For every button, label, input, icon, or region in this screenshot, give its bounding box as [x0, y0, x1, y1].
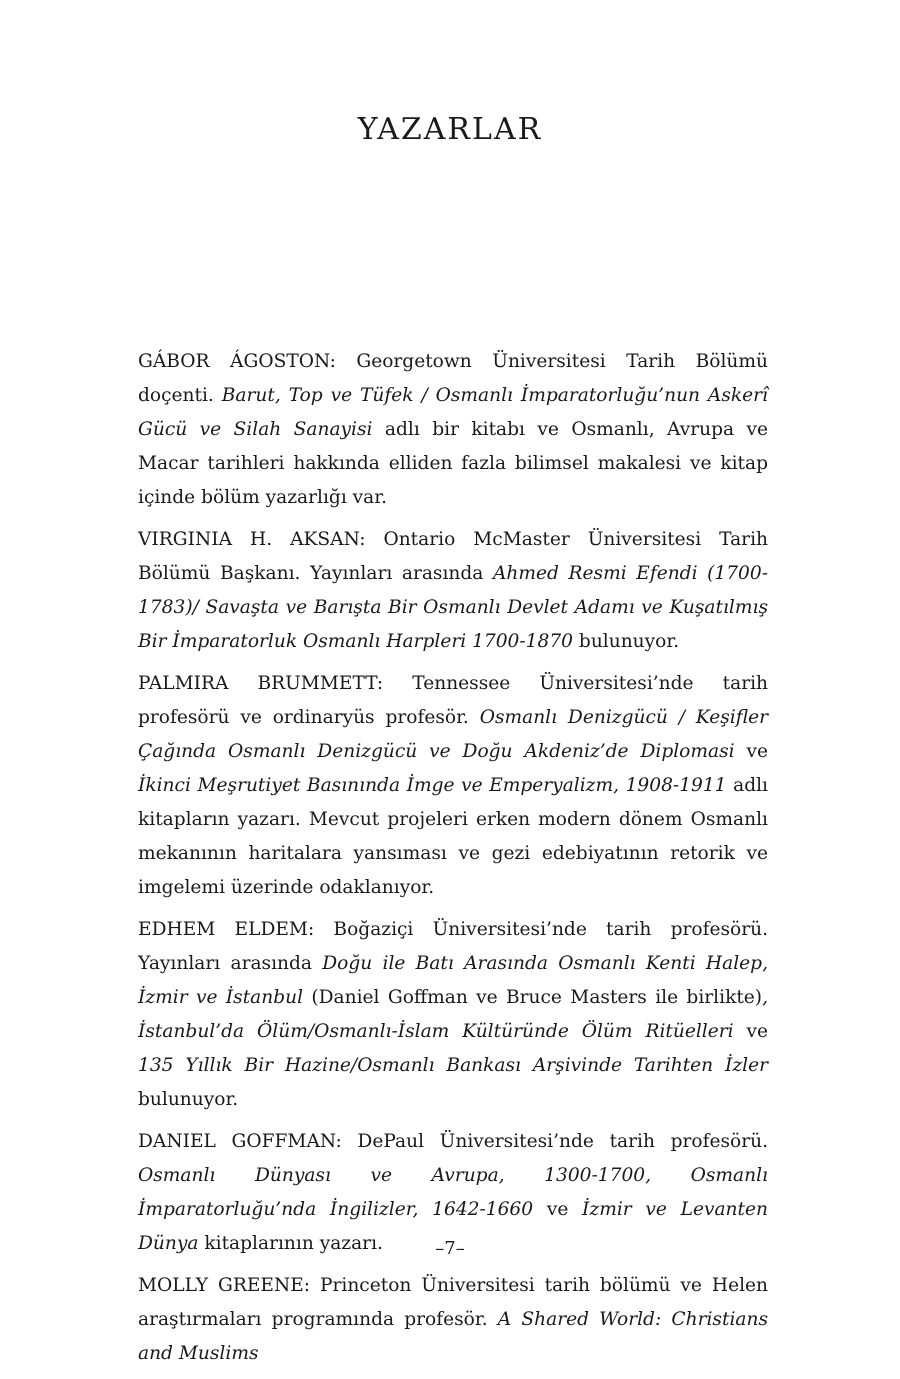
book-title: Osmanlı Dünyası ve Avrupa, 1300-1700, Osmanlı İmparatorluğu’nda İngilizler, 1642-1660 [138, 1165, 768, 1220]
entry-text: bulunuyor. [573, 631, 680, 652]
book-title: Ahmed Resmi Efendi (1700-1783)/ Savaşta ve Barışta Bir Osmanlı Devlet Adamı ve Kuşatılmış Bir İmparatorluk Osmanlı Harpleri 1700-1870 [138, 563, 768, 652]
book-title: , İstanbul’da Ölüm/Osmanlı-İslam Kültüründe Ölüm Ritüelleri [138, 987, 768, 1042]
entry-text: GÁBOR ÁGOSTON: Georgetown Üniversitesi Tarih Bölümü doçenti. [138, 351, 768, 406]
book-title: İzmir ve Levanten Dünya [138, 1199, 768, 1254]
entry-text: bulunuyor. [138, 1089, 239, 1110]
book-title: A Shared World: Christians and Muslims [138, 1309, 768, 1364]
entry-text: ve [733, 1021, 768, 1042]
entry-text: adlı bir kitabı ve Osmanlı, Avrupa ve Macar tarihleri hakkında elliden fazla bilimsel makalesi ve kitap içinde bölüm yazarlığı var. [138, 419, 768, 508]
entry-text: VIRGINIA H. AKSAN: Ontario McMaster Üniversitesi Tarih Bölümü Başkanı. Yayınları arasında [138, 529, 768, 584]
author-list [138, 345, 768, 1379]
entry-text: PALMIRA BRUMMETT: Tennessee Üniversitesi’nde tarih profesörü ve ordinaryüs profesör. [138, 673, 768, 728]
book-title: 135 Yıllık Bir Hazine/Osmanlı Bankası Arşivinde Tarihten İzler [138, 1055, 768, 1076]
entry-text: (Daniel Goffman ve Bruce Masters ile birlikte) [303, 987, 763, 1008]
entry-text: EDHEM ELDEM: Boğaziçi Üniversitesi’nde tarih profesörü. Yayınları arasında [138, 919, 768, 974]
entry-text: DANIEL GOFFMAN: DePaul Üniversitesi’nde tarih profesörü. [138, 1131, 768, 1152]
entry-text: kitaplarının yazarı. [198, 1233, 383, 1254]
entry-text: ve [734, 741, 768, 762]
book-title: Osmanlı Denizgücü / Keşifler Çağında Osmanlı Denizgücü ve Doğu Akdeniz’de Diplomasi [138, 707, 768, 762]
author-entry-agoston [138, 345, 768, 515]
book-title: Barut, Top ve Tüfek / Osmanlı İmparatorluğu’nun Askerî Gücü ve Silah Sanayisi [138, 385, 768, 440]
author-entry-eldem [138, 913, 768, 1117]
book-title: İkinci Meşrutiyet Basınında İmge ve Emperyalizm, 1908-1911 [138, 775, 727, 796]
author-entry-greene [138, 1269, 768, 1371]
entry-text: MOLLY GREENE: Princeton Üniversitesi tarih bölümü ve Helen araştırmaları programında profesör. [138, 1275, 768, 1330]
author-entry-brummett [138, 667, 768, 905]
page-number: –7– [435, 1238, 465, 1259]
page-title: YAZARLAR [357, 112, 543, 147]
entry-text: ve [533, 1199, 583, 1220]
author-entry-aksan [138, 523, 768, 659]
book-title: Doğu ile Batı Arasında Osmanlı Kenti Halep, İzmir ve İstanbul [138, 953, 768, 1008]
entry-text: adlı kitapların yazarı. Mevcut projeleri erken modern dönem Osmanlı mekanının haritalara yansıması ve gezi edebiyatının retorik ve imgelemi üzerinde odaklanıyor. [138, 775, 768, 898]
